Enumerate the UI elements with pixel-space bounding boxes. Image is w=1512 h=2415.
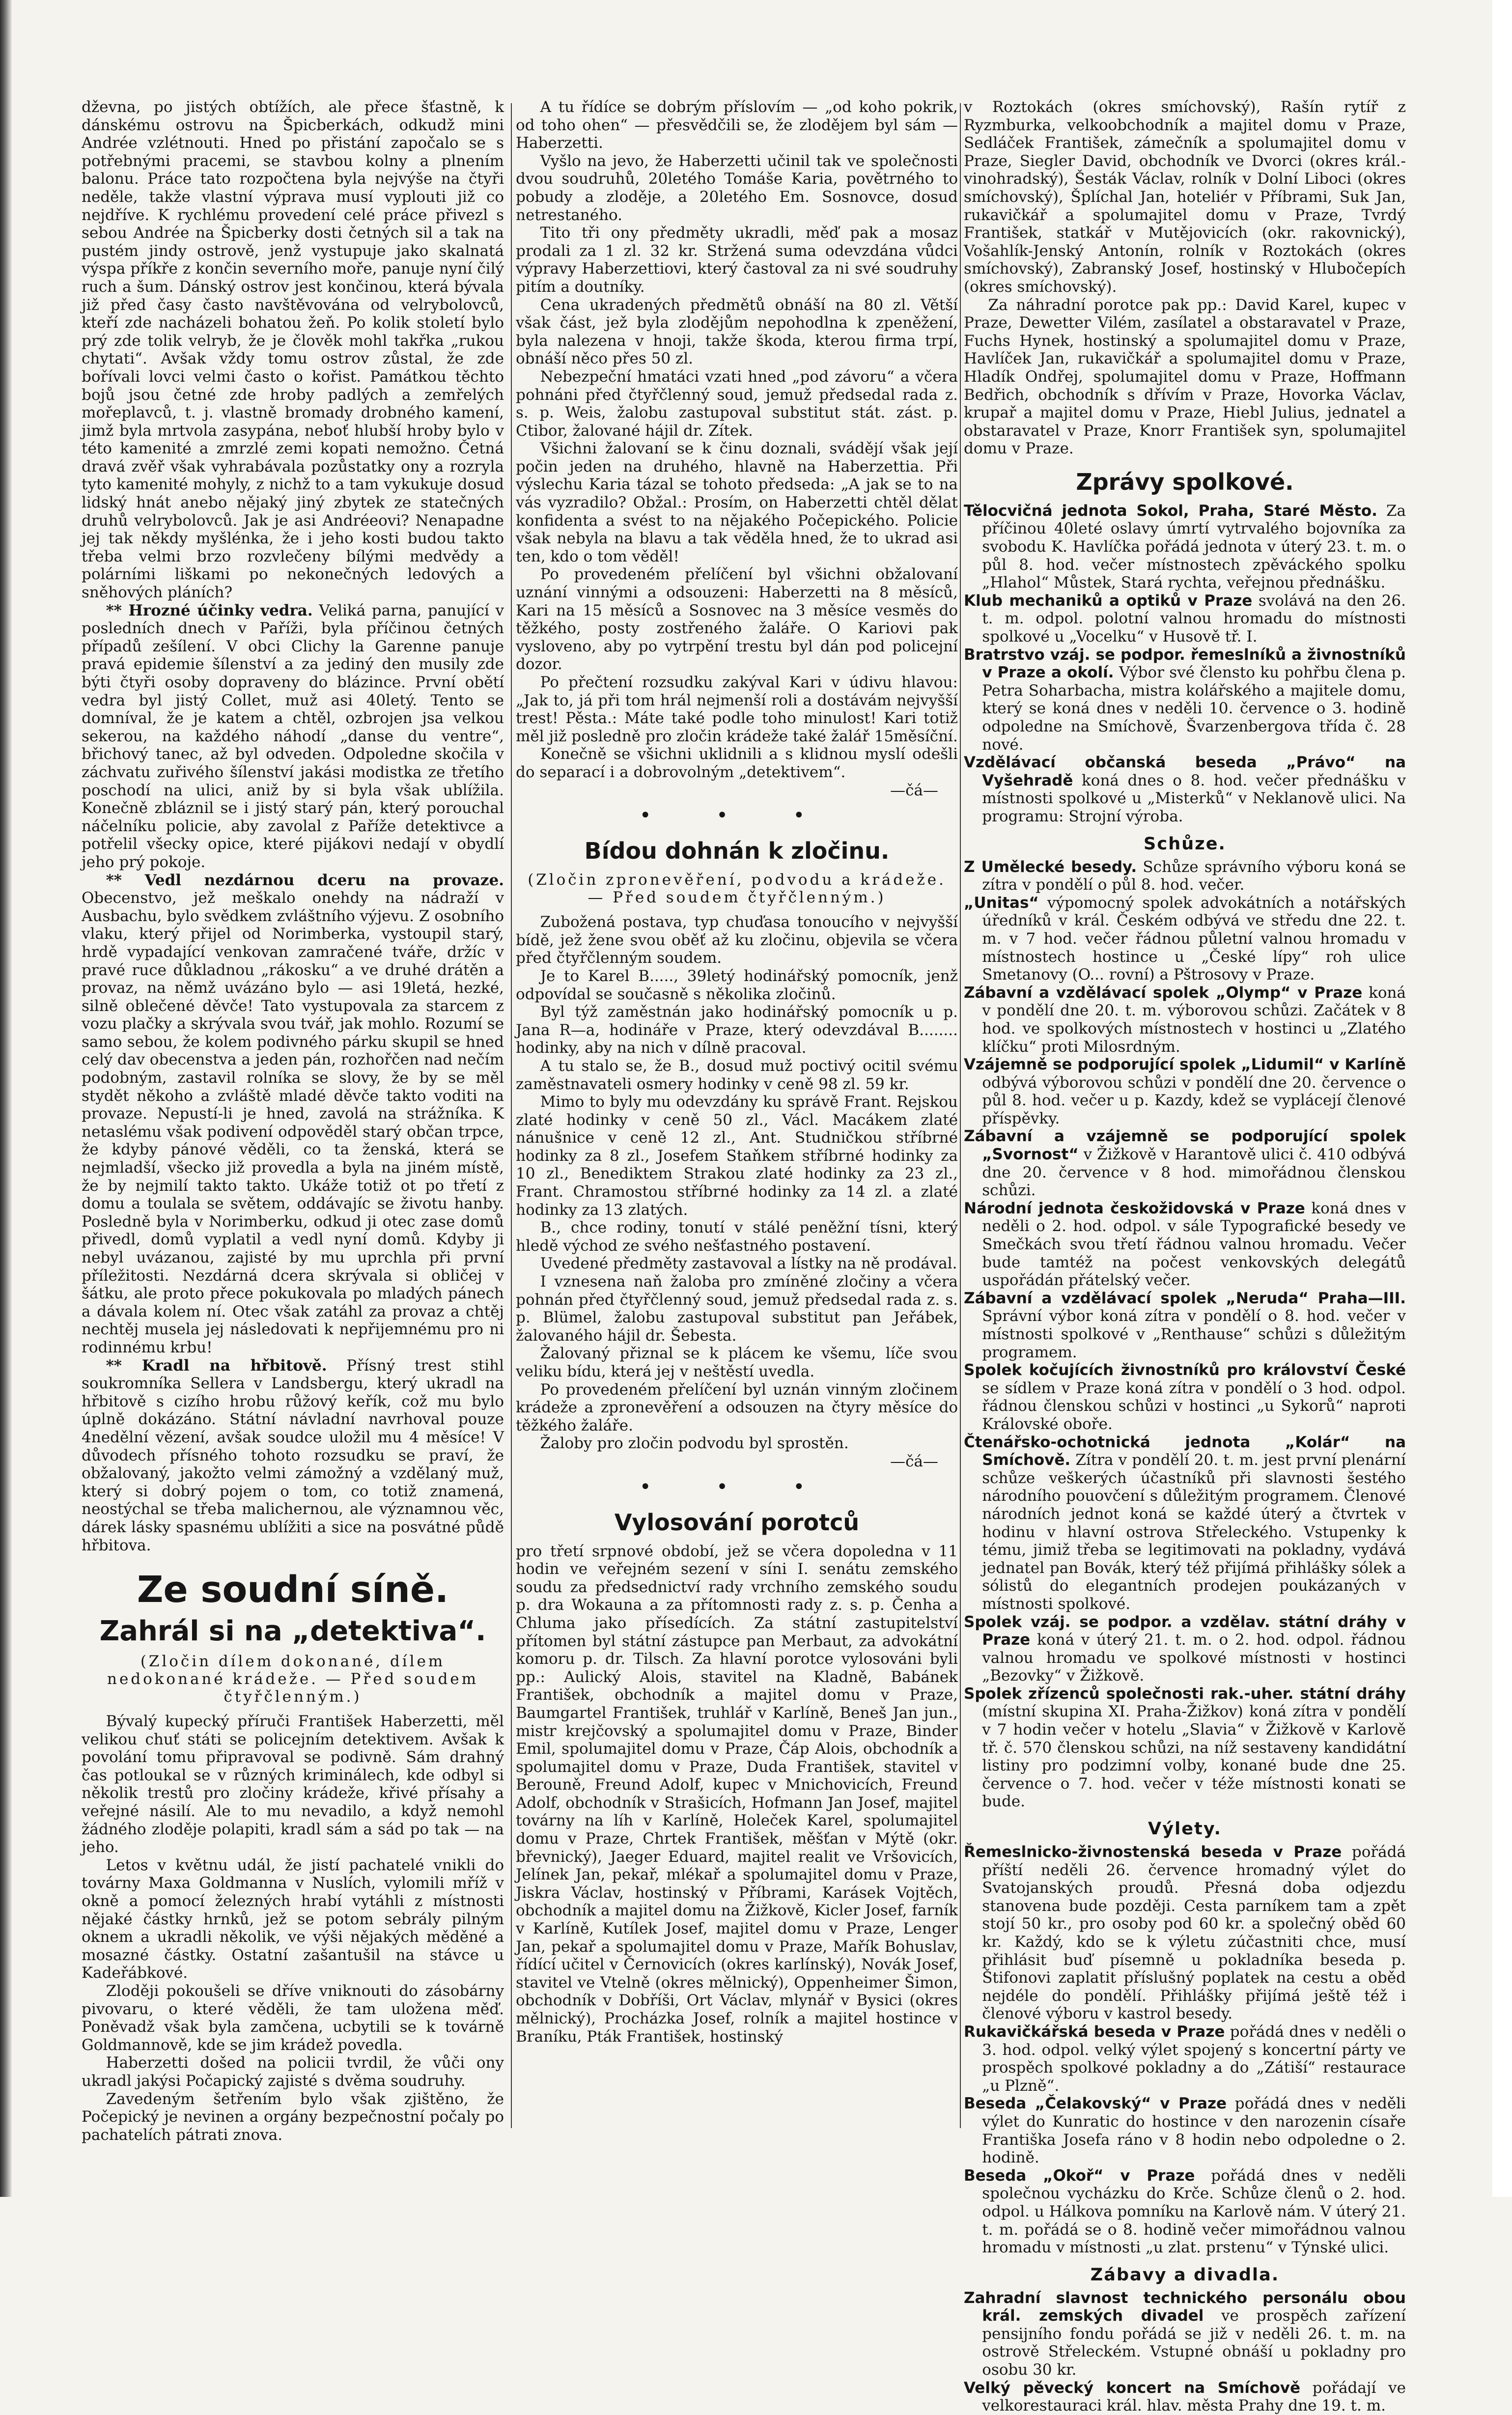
article-heading-detective: Zahrál si na „detektiva“. [99,1615,486,1648]
notice-item [964,1200,1406,1290]
notice-item [964,1433,1406,1613]
notice-lead: Spolek kočujících živnostníků pro království České [964,1361,1406,1379]
notice-item [964,2167,1406,2257]
column-right [964,98,1406,2415]
notice-lead: Zahradní slavnost technického personálu obou král. zemských divadel [964,2289,1406,2325]
article-heading-jurors: Vylosování porotců [614,1509,860,1536]
notice-text: koná dnes v neděli o 2. hod. odpol. v sále Typografické besedy ve Smečkách svou třetí řádnou valnou hromadu. Večer bude tamtéž na počest venkovských delegátů uspořádán přátelský večer. [982,1199,1406,1290]
paragraph: B., chce rodiny, tonutí v stálé peněžní tísni, který hledě východ ze svého nešťastného postavení. [516,1219,958,1255]
paragraph: Zubožená postava, typ chuďasa tonoucího v nejvyšší bídě, jež žene svou oběť až ku zločinu, objevila se včera před čtyřčlenným soudem. [516,913,958,967]
notice-lead: Beseda „Okoř“ v Praze [964,2166,1195,2185]
paragraph: Po přečtení rozsudku zakýval Kari v údivu hlavou: „Jak to, já při tom hrál nejmenší roli a dostávám nejvyšší trest! Pěsta.: Máte také podle toho minulost! Kari totiž měl již posledně pro zločin krádeže také žalář 15měsíční. [516,674,958,745]
notice-text: Správní výbor koná zítra v pondělí o 8. hod. večer v místnosti spolkové v „Renthause“ schůzi s důležitým programem. [982,1307,1406,1361]
paragraph: Uvedené předměty zastavoval a lístky na ně prodával. [540,1255,957,1273]
notice-item [964,1613,1406,1685]
notice-lead: Vzdělávací občanská beseda „Právo“ na Vyšehradě [964,754,1406,789]
notice-item [964,2095,1406,2166]
notice-text: koná dnes o 8. hod. večer přednášku v místnosti spolkové u „Misterků“ v Neklanově ulici. Na programu: Strojní výroba. [982,771,1406,825]
paragraph-jurors-list: pro třetí srpnové období, jež se včera dopoledna v 11 hodin ve veřejném sezení v síni I. senátu zemského soudu za předsednictví rady vrchního zemského soudu p. dra Wokauna a za přítomnosti rady z. s. p. Čenha a Chluma jako přísedících. Za státní zastupitelství přítomen byl státní zástupce pan Merbaut, za advokátní komoru p. dr. Tilsch. Za hlavní porotce vylosováni byli pp.: Aulický Alois, stavitel na Kladně, Babánek František, obchodník a majitel domu v Praze, Baumgartel František, truhlář v Karlíně, Beneš Jan jun., mistr krejčovský a spolumajitel domu v Praze, Binder Emil, spolumajitel domu v Praze, Čáp Alois, obchodník a spolumajitel domu v Praze, Duda František, stavitel v Berouně, Freund Adolf, kupec v Mnichovicích, Freund Adolf, obchodník v Strašicích, Hofmann Jan Josef, majitel továrny na líh v Karlíně, Holeček Karel, spolumajitel domu v Praze, Chrtek František, měšťan v Mýtě (okr. břevnický), Jaeger Eduard, majitel realit ve Vršovicích, Jelínek Jan, pekař, mlékař a spolumajitel domu v Praze, Jiskra Václav, hostinský v Příbrami, Karásek Vojtěch, obchodník a majitel domu na Žižkově, Kicler Josef, farník v Karlíně, Kutílek Josef, majitel domu v Praze, Lenger Jan, pekař a spolumajitel domu v Praze, Mařík Bohuslav, řídící učitel v Černovicích (okres karlínský), Novák Josef, stavitel ve Vtelně (okres mělnický), Oppenheimer Šimon, obchodník v Dobříši, Ort Václav, mlynář v Bysici (okres mělnický), Procházka Josef, rolník a majitel hostince v Braníku, Pták František, hostinský [516,1542,958,2046]
article-deck-detective: (Zločin dílem dokonané, dílem nedokonané krádeže. — Před soudem čtyřčlenným.) [107,1653,478,1706]
paragraph: Všichni žalovaní se k činu doznali, svádějí však její počin jeden na druhého, hlavně na Haberzettia. Při výslechu Karia tázal se tohoto předseda: „A jak se to na vás vyzradilo? Obžal.: Prosím, on Haberzetti chtěl dělat konfidenta a svést to na nějakého Počepického. Policie však nebyla na blavu a tak věděla hned, že to ukrad asi ten, kdo o tom věděl! [516,440,958,565]
notice-item [964,502,1406,592]
page-binding-edge [0,0,12,2197]
notice-item [964,858,1406,894]
notice-text: Za příčinou 40leté oslavy úmrtí vytrvalého bojovníka za svobodu K. Havlíčka pořádá jednota v úterý 23. t. m. o půl 8. hod. večer místnostech zpěváckého spolku „Hlahol“ Můstek, Stará rychta, veřejnou přednášku. [982,502,1406,592]
article-heat-body: Veliká parna, panující v posledních dnech v Paříži, byla příčinou četných případů zešílení. V obci Clichy la Garenne panuje pravá epidemie šílenství a za jediný den musily zde býti čtyři osoby dopraveny do blázince. První obětí vedra byl jistý Collet, muž asi 40letý. Tento se domníval, že je katem a chtěl, ozbrojen jsa velkou sekerou, na každého náhodí „danse du ventre“, břichový tanec, až byl odveden. Odpoledne skočila v záchvatu zuřivého šílenství jakási modistka ze třetího poschodí na ulici, aniž by si byla však ublížila. Konečně zbláznil se i jistý starý pán, který porouchal náčelníku policie, aby zavolal z Paříže detektivce a potřelil všecky opice, které pijákovi nedají v obydlí jeho prý pokoje. [82,601,504,871]
notice-lead: Spolek vzáj. se podpor. a vzdělav. státní dráhy v Praze [964,1613,1406,1649]
notice-item [964,2289,1406,2379]
notice-text: se sídlem v Praze koná zítra v pondělí o 3 hod. odpol. řádnou členskou schůzi v hostinci „u Sykorů“ naproti Královské oboře. [982,1379,1406,1433]
notice-text: koná v pondělí dne 20. t. m. výborovou schůzi. Začátek v 8 hod. ve spolkových místnostech v hostinci u „Zlatého klíčku“ proti Milosrdným. [982,983,1406,1056]
notice-lead: Beseda „Čelakovský“ v Praze [964,2095,1227,2113]
article-daughter-lead: ** Vedl nezdárnou dceru na provaze. [106,871,504,889]
author-signature: —čá— [890,1452,938,1470]
paragraph: A tu stalo se, že B., dosud muž poctivý ocitil svému zaměstnavateli osmery hodinky v ceně 98 zl. 59 kr. [516,1057,958,1093]
paragraph: Bývalý kupecký příruči František Haberzetti, měl velikou chuť státi se policejním detektivem. Avšak k povolání tomu připravoval se podivně. Sám drahný čas potloukal se v různých kriminálech, kde odbyl si několik trestů pro zločiny krádeže, křivé přísahy a veřejné násilí. Ale to mu nevadilo, a když nemohl žádného zloděje polapiti, kradl sám a sád po tak — na jeho. [82,1713,504,1856]
paragraph: Je to Karel B....., 39letý hodinářský pomocník, jenž odpovídal se současně s několika zločinů. [516,967,958,1003]
separator-dots: • • • [639,1475,835,1498]
paragraph: A tu řídíce se dobrým příslovím — „od koho pokrik, od toho ohen“ — přesvědčili se, že zlodějem byl sám — Haberzetti. [516,98,958,152]
notice-lead: Zábavní a vzájemně se podporující spolek „Svornost“ [964,1127,1406,1164]
notice-text: ve prospěch zařízení pensijního fondu pořádá se již v neděli 26. t. m. na ostrově Střeleckém. Vstupné obnáší u pokladny pro osobu 30 kr. [982,2307,1406,2379]
notice-lead: Tělocvičná jednota Sokol, Praha, Staré Město. [964,502,1377,520]
paragraph-verdict: Po provedeném přelíčení byl všichni obžalovaní uznání vinnými a odsouzeni: Haberzetti na 8 měsíců, Kari na 15 měsíců a Sosnovec na 3 měsíce vesměs do těžkého, posty zostřeného žaláře. O Kariovi pak vysloveno, aby po vytrpění trestu byl dán pod policejní dozor. [516,565,958,674]
notice-item [964,1361,1406,1433]
notice-item [964,592,1406,646]
paragraph-substitute-jurors: Za náhradní porotce pak pp.: David Karel, kupec v Praze, Dewetter Vilém, zasílatel a obstaravatel v Praze, Fuchs Hynek, hostinský a spolumajitel domu v Praze, Havlíček Jan, rukavičkář a spolumajitel domu v Praze, Hladík Ondřej, spolumajitel domu v Praze, Hoffmann Bedřich, obchodník s dřívím v Praze, Hovorka Václav, krupař a majitel domu v Praze, Hiebl Julius, jednatel a obstaravatel v Praze, Knorr František syn, spolumajitel domu v Praze. [964,296,1406,458]
article-heat-effects [82,602,504,871]
notice-item [964,1843,1406,2023]
paragraph: Po provedeném přelíčení byl uznán vinným zločinem krádeže a zpronevěření a odsouzen na čtyry měsíce do těžkého žaláře. [516,1380,958,1434]
paragraph: Nebezpeční hmatáci vzati hned „pod závoru“ a včera pohnáni před čtyřčlenný soud, jemuž předsedal rada z. s. p. Weis, žalobu zastupoval substitut stát. zást. p. Ctibor, žalované hájil dr. Zítek. [516,367,958,440]
article-deck-poverty: (Zločin zpronevěření, podvodu a krádeže. — Před soudem čtyřčlenným.) [528,871,946,907]
notice-lead: Bratrstvo vzáj. se podpor. řemeslníků a živnostníků v Praze a okolí. [964,646,1406,682]
notice-item [964,1685,1406,1811]
notice-item [964,1127,1406,1199]
paragraph: Žaloby pro zločin podvodu byl sprostěn. [540,1434,849,1453]
notice-item [964,646,1406,754]
notice-text: pořádají ve velkorestauraci král. hlav. města Prahy dne 19. t. m. [982,2379,1406,2415]
paragraph: Cena ukradených předmětů obnáší na 80 zl. Větší však část, jež byla zlodějům nepohodlna k zpeněžení, byla nalezena v hnoji, takže škoda, kterou firma trpí, obnáší něco přes 50 zl. [516,296,958,368]
notice-lead: Národní jednota českožidovská v Praze [964,1199,1305,1217]
notice-text: (místní skupina XI. Praha-Žižkov) koná zítra v pondělí v 7 hodin večer v hotelu „Slavia“ v Žižkově v Karlově tř. č. 570 členskou schůzi, na níž sestaveny kandidátní listiny pro podzimní volby, konané bude dne 25. července o 7. hod. večer v téže místnosti konati se bude. [982,1703,1406,1811]
article-daughter-body: Obecenstvo, jež meškalo onehdy na nádraží v Ausbachu, bylo svědkem zvláštního výjevu. Z osobního vlaku, který přijel od Norimberka, vystoupil starý, hrdě vypadající venkovan zamračené tváře, držíc v pravé ruce důkladnou „rákosku“ a ve druhé drátěn a provaz, na němž uvázáno bylo — asi 19letá, hezké, silně oblečené děvče! Tato vystupovala za starcem z vozu plačky a skrývala svou tvář, jak mohlo. Rozumí se samo sebou, že kolem podivného párku skupil se hned celý dav obecenstva a jeden pán, rozhořčen nad nečím podobným, zastavil rolníka se slovy, že by se měl stydět někoho a zvláště mladé děvče takto voditi na provaze. Nepustí-li je hned, zavolá na strážníka. K netaslému však podivení odpověděl starý občan trpce, že kdyby pánové věděli, co ta ženská, která se nejmladší, všecko již provedla a byla na jiném místě, že by nejmilí takto takto. Ukáže totiž ot po třetí z domu a toulala se světem, oddávajíc se životu hanby. Posledně byla v Norimberku, odkud ji otec zase domů přivedl, domů vyplatil a vedl nyní domů. Kdyby ji nebyl uvázanou, zajisté by mu uprchla při první příležitosti. Nezdárná dcera skrývala si obličej v šátku, ale proto přece pokukovala po mladých pánech a dávala kolem ní. Otec však zatáhl za provaz a chtěj nechtěj musela jej následovati k nepřijemnému pro ni rodinnému krbu! [82,889,504,1356]
notice-text: pořádá dnes v neděli o 3. hod. odpol. velký výlet spojený s koncertní párty ve prospěch spolkové pokladny a do „Zátiší“ restaurace „u Plzně“. [982,2022,1406,2095]
paragraph: Tito tři ony předměty ukradli, měď pak a mosaz prodali za 1 zl. 32 kr. Stržená suma odevzdána vůdci výpravy Haberzettiovi, který častoval za ni své soudruhy pitím a doutníky. [516,224,958,296]
separator-dots: • • • [639,804,835,827]
notice-item [964,754,1406,825]
paragraph: Žalovaný přiznal se k plácem ke všemu, líče svou veliku bídu, která jej v neštěstí uvedla. [516,1345,958,1380]
paragraph: Zloději pokoušeli se dříve vniknouti do zásobárny pivovaru, o které věděli, že tam uložena měď. Poněvadž však byla zamčena, ucbytili se k továrně Goldmannově, kde se jim krádež povedla. [82,1982,504,2054]
notice-text: Výbor své člensto ku pohřbu člena p. Petra Soharbacha, mistra kolářského a majitele domu, který se koná dnes v neděli 10. července o 3. hodině odpoledne na Smíchově, Švarzenbergova třída č. 28 nové. [982,664,1406,754]
notice-lead: Řemeslnicko-živnostenská beseda v Praze [964,1843,1342,1861]
notice-lead: Vzájemně se podporující spolek „Lidumil“ v Karlíně [964,1056,1406,1074]
paragraph-jurors-continued: v Roztokách (okres smíchovský), Rašín rytíř z Ryzmburka, velkoobchodník a majitel domu v Praze, Sedláček František, zámečník a spolumajitel domu v Praze, Siegler David, obchodník ve Dvorci (okres král.-vinohradský), Šesták Václav, rolník v Dolní Liboci (okres smíchovský), Šplíchal Jan, hoteliér v Příbrami, Suk Jan, rukavičkář a spolumajitel domu v Praze, Tvrdý František, statkář v Mutějovicích (okr. rakovnický), Vošahlík-Jenský Antonín, rolník v Roztokách (okres smíchovský), Zabranský Josef, hostinský v Hlubočepích (okres smíchovský). [964,98,1406,296]
notice-text: pořádá příští neděli 26. července hromadný výlet do Svatojanských proudů. Přesná doba odjezdu stanovena bude později. Cesta parníkem tam a zpět stojí 50 kr., pro osoby pod 60 kr. a společný oběd 60 kr. Každý, kdo se k výletu zúčastniti chce, musí přihlásit buď písemně u pokladníka beseda p. Štifonovi zaplatit příslušný poplatek na cestu a oběd nejdéle do pondělí. Přihlášky přijímá ještě též i členové výboru v kastrol besedy. [982,1843,1406,2023]
article-spitsbergen: dževna, po jistých obtížích, ale přece šťastně, k dánskému ostrovu na Špicberkách, odkudž mini Andrée vzlétnouti. Hned po přistání započalo se s potřebnými pracemi, se stavbou kolny a plnením balonu. Práce tato rozpočtena byla nejvýše na čtyři neděle, takže vlastní výprava musí vyplouti již co nejdříve. K rychlému provedení celé práce přivezl s sebou Andrée na Špicberky dosti četných sil a tak na pustém jindy ostrově, jenž vystupuje jako skalnatá výspa příkře z končin severního moře, panuje nyní čilý ruch a šum. Dánský ostrov jest končinou, která bývala již před časy často navštěvována od velrybolovců, kteří zde nacházeli bohatou žeň. Po kolik století bylo prý zde tolik velryb, že je člověk mohl takřka „rukou chytati“. Avšak vždy tomu ostrov zůstal, že zde bořívali lovci velmi často o kořist. Památkou těchto bojů jsou četné zde hroby padlých a zemřelých mořeplavců, t. j. vlastně bromady drobného kamení, jimž byla mrtvola zasypána, neboť hlubší hroby bylo v této kamenité a zmrzlé zemi kopati nemožno. Četná dravá zvěř však vyhrabávala pozůstatky ony a rozryla tyto kamenité mohyly, z nichž to a tam vykukuje dosud lidský hnát anebo nějaký jiný zbytek ze statečných druhů velrybolovců. Jak je asi Andréeovi? Nenapadne jej tak někdy myšlénka, že i jeho kosti budou takto třeba velmi brzo rozvlečeny bílými medvědy a polárními liškami po nekonečných ledových a sněhových pláních? [82,98,504,602]
notice-lead: Čtenářsko-ochotnická jednota „Kolár“ na Smíchově. [964,1433,1406,1469]
column-middle [516,98,958,2123]
paragraph: Mimo to byly mu odevzdány ku správě Frant. Rejskou zlaté hodinky v ceně 50 zl., Václ. Macákem zlaté nánušnice v ceně 12 zl., Ant. Studničkou stříbrné hodinky za 8 zl., Josefem Staňkem stříbrné hodinky za 10 zl., Benediktem Strakou zlaté hodinky za 23 zl., Frant. Chramostou stříbrné hodinky za 14 zl. a zlaté hodinky za 13 zlatých. [516,1093,958,1219]
article-heading-poverty: Bídou dohnán k zločinu. [584,838,890,865]
notice-item [964,2023,1406,2095]
notice-item [964,894,1406,984]
paragraph: Zavedeným šetřením bylo však zjištěno, že Počepický je nevinen a orgány bezpečnostní počaly po pachatelích pátrati znova. [82,2090,504,2144]
meetings-list [964,858,1406,1811]
notice-lead: Velký pěvecký koncert na Smíchově [964,2379,1300,2397]
notice-text: v Žižkově v Harantově ulici č. 410 odbývá dne 20. července v 8 hod. mimořádnou členskou schůzi. [982,1146,1406,1200]
notice-text: Schůze správního výboru koná se zítra v pondělí o půl 8. hod. večer. [982,858,1406,894]
section-heading-society-news: Zprávy spolkové. [1076,468,1294,495]
article-cemetery-body: Přísný trest stihl soukromníka Sellera v Landsbergu, který ukradl na hřbitově s cizího hrobu růžový keřík, což mu bylo úplně dokázáno. Státní návladní navrhoval pouze 4nedělní vězení, avšak soudce uložil mu 4 měsíce! V důvodech přísného tohoto rozsudku se praví, že obžalovaný, jakožto velmi zámožný a vzdělaný muž, který si dobrý pojem o tom, co totiž znamená, neostýchal se třeba malichernou, ale významnou věc, dárek lásky spasnému ublížiti a sice na posvátné půdě hřbitova. [82,1356,504,1554]
column-left [82,98,504,2144]
notice-text: koná v úterý 21. t. m. o 2. hod. odpol. řádnou valnou hromadu ve spolkové místnosti v hostinci „Bezovky“ v Žižkově. [982,1631,1406,1685]
paragraph: I vznesena naň žaloba pro zmíněné zločiny a včera pohnán před čtyřčlenný soud, jemuž předsedal rada z. s. p. Blümel, žalobu zastupoval substitut pan Jeřábek, žalovaného hájil dr. Šebesta. [516,1273,958,1345]
section-heading-meetings: Schůze. [1144,834,1226,854]
notice-lead: Rukavičkářská beseda v Praze [964,2022,1225,2041]
article-cemetery-theft [82,1357,504,1555]
notice-lead: „Unitas“ [964,894,1039,912]
notice-item [964,1290,1406,1361]
notice-text: pořádá dnes v neděli výlet do Kunratic do hostince v den narozenin císaře Františka Josefa ráno v 8 hodin nebo odpoledne o 2. hodině. [982,2095,1406,2167]
notice-lead: Spolek zřízenců společnosti rak.-uher. státní dráhy [964,1685,1406,1703]
section-heading-court: Ze soudní síně. [137,1569,449,1611]
entertainment-list [964,2289,1406,2415]
paragraph: Byl týž zaměstnán jako hodinářský pomocník u p. Jana R—a, hodináře v Praze, který odevzdával B........ hodinky, aby na nich v dílně pracoval. [516,1003,958,1057]
column-rule-2 [960,103,961,2128]
notice-text: odbývá výborovou schůzi v pondělí dne 20. července o půl 8. hod. večer u p. Kazdy, kdež se vyplácejí členové příspěvky. [982,1073,1406,1127]
notice-lead: Klub mechaniků a optiků v Praze [964,591,1253,610]
notice-lead: Z Umělecké besedy. [964,858,1137,876]
article-daughter-rope [82,871,504,1357]
section-heading-trips: Výlety. [1148,1819,1222,1839]
column-rule-1 [511,103,512,2128]
article-heat-lead: ** Hrozné účinky vedra. [106,601,313,619]
notice-text: pořádá dnes v neděli společnou vycházku do Krče. Schůze členů o 2. hod. odpol. u Hálkova pomníku na Karlově nám. V úterý 21. t. m. pořádá se o 8. hodině večer mimořádnou valnou hromadu v místnosti „u zlat. prstenu“ v Týnské ulici. [982,2166,1406,2257]
paragraph: Vyšlo na jevo, že Haberzetti učinil tak ve společnosti dvou soudruhů, 20letého Tomáše Karia, povětrného to pobudy a zloděje, a 20letého Em. Sosnovce, dosud netrestaného. [516,152,958,224]
paragraph: Haberzetti došed na policii tvrdil, že vůči ony ukradl jakýsi Počapický zajisté s dvěma soudruhy. [82,2054,504,2090]
section-heading-entertainment: Zábavy a divadla. [1090,2265,1280,2285]
notice-text: výpomocný spolek advokátních a notářských úředníků v král. Českém odbývá ve středu dne 22. t. m. v 7 hod. večer řádnou půletní valnou hromadu v místnostech hostince u „České lípy“ roh ulice Smetanovy (O... rovní) a Pštrosovy v Praze. [982,894,1406,984]
paragraph: Letos v květnu udál, že jistí pachatelé vnikli do továrny Maxa Goldmanna v Nuslích, vylomili mříž v okně a pomocí železných hrabí vytáhli z místnosti nějaké částky hrnků, jež se potom sebrály pilným oknem a ukradli několik, ve výši nějakých měděné a mosazné částky. Ostatní zašantušil na stávce u Kadeřábkové. [82,1856,504,1982]
paragraph: Konečně se všichni uklidnili a s klidnou myslí odešli do separací i a dobrovolným „detektivem“. [516,745,958,781]
society-news-list [964,502,1406,826]
trips-list [964,1843,1406,2257]
notice-lead: Zábavní a vzdělávací spolek „Neruda“ Praha—III. [964,1289,1406,1307]
notice-item [964,1056,1406,1127]
notice-lead: Zábavní a vzdělávací spolek „Olymp“ v Praze [964,983,1363,1002]
notice-text: svolává na den 26. t. m. odpol. polotní valnou hromadu do místnosti spolkové u „Vocelku“ v Husově tř. I. [982,591,1406,646]
notice-item [964,984,1406,1056]
notice-item [964,2379,1406,2415]
author-signature: —čá— [890,781,938,799]
article-cemetery-lead: ** Kradl na hřbitově. [106,1356,327,1375]
notice-text: Zítra v pondělí 20. t. m. jest první plenární schůze veškerých účastníků při slavnosti šestého národního pouovčení s důležitým programem. Členové národních jednot koná se každé úterý a čtvrtek v hodinu v hlavní ostrova Střeleckého. Vstupenky k tému, jimiž třeba se legitimovati na pokladny, vydává jednatel pan Bovák, který též přijímá přihlášky sólek a sólistů do elegantních prodejen poukázaných v místnosti spolkové. [982,1451,1406,1613]
page-right-margin [1492,0,1512,2197]
